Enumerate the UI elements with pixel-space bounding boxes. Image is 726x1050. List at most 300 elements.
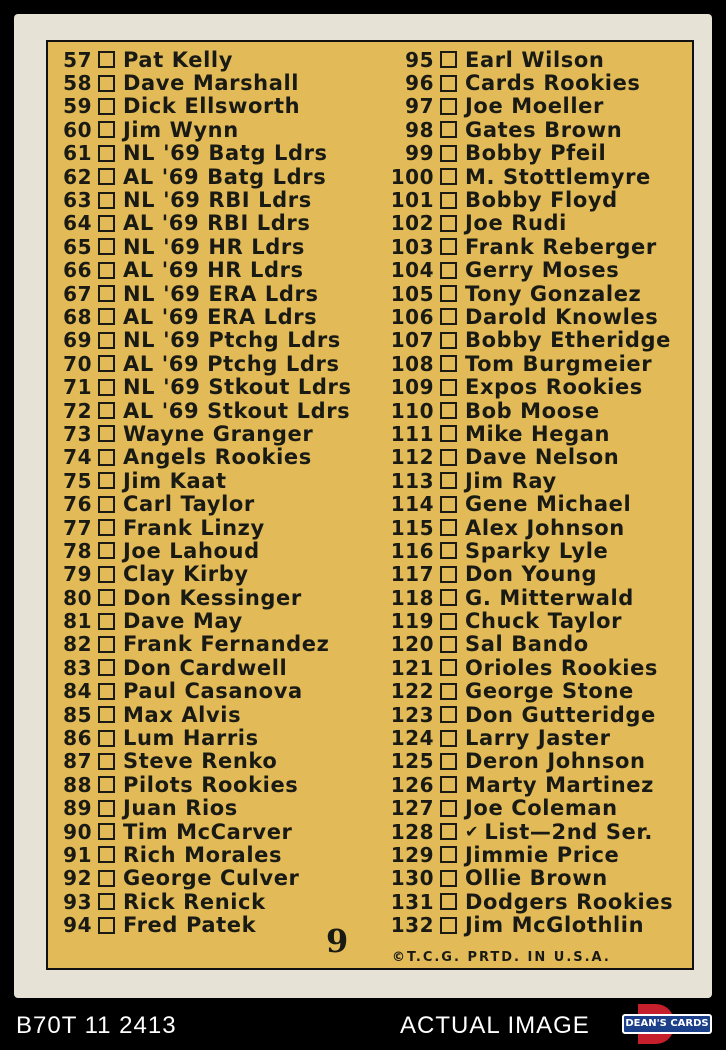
checklist-row — [58, 422, 374, 445]
checkbox — [440, 753, 457, 770]
checklist-row — [58, 48, 374, 71]
checklist-row — [58, 235, 374, 258]
card-number: 116 — [390, 538, 434, 563]
checkbox — [98, 870, 115, 887]
checkbox — [440, 285, 457, 302]
player-name: Larry Jaster — [465, 726, 611, 751]
player-name: Gene Michael — [465, 492, 632, 517]
checkbox — [98, 332, 115, 349]
player-name: Orioles Rookies — [465, 655, 659, 680]
checkbox — [440, 192, 457, 209]
checkbox — [98, 496, 115, 513]
checklist-row — [384, 282, 690, 305]
checklist-row — [384, 492, 690, 515]
checklist-row — [58, 539, 374, 562]
player-name: Alex Johnson — [465, 515, 625, 540]
player-name: NL '69 Stkout Ldrs — [123, 375, 352, 400]
checkbox — [440, 472, 457, 489]
player-name: NL '69 RBI Ldrs — [123, 188, 312, 213]
player-name: Don Cardwell — [123, 655, 288, 680]
checklist-row — [58, 750, 374, 773]
checklist-row — [384, 259, 690, 282]
card-number: 123 — [390, 702, 434, 727]
checklist-row — [58, 656, 374, 679]
checklist-row — [384, 118, 690, 141]
card-number: 120 — [390, 632, 434, 657]
checklist-row — [384, 48, 690, 71]
card-number: 125 — [390, 749, 434, 774]
player-name: NL '69 Ptchg Ldrs — [123, 328, 341, 353]
checkbox — [440, 636, 457, 653]
checkbox — [98, 168, 115, 185]
checkbox — [98, 192, 115, 209]
checklist-row — [58, 305, 374, 328]
checklist-row — [384, 375, 690, 398]
card-number: 99 — [405, 141, 434, 166]
checklist-row — [384, 71, 690, 94]
card-number: 114 — [390, 492, 434, 517]
checkbox — [440, 75, 457, 92]
card-number: 61 — [63, 141, 92, 166]
checklist-row — [384, 586, 690, 609]
checklist-row — [384, 913, 690, 936]
player-name: NL '69 HR Ldrs — [123, 234, 305, 259]
checkbox — [98, 706, 115, 723]
checklist-row — [384, 797, 690, 820]
checkbox — [98, 566, 115, 583]
card-number: 106 — [390, 305, 434, 329]
card-number: 94 — [63, 913, 92, 938]
player-name: Jim Ray — [465, 468, 557, 493]
checkbox — [440, 215, 457, 232]
checkbox — [440, 308, 457, 325]
card-number: 109 — [390, 375, 434, 400]
checkbox — [440, 262, 457, 279]
player-name: Earl Wilson — [465, 47, 605, 72]
player-name: Bobby Pfeil — [465, 141, 607, 166]
checkbox — [98, 51, 115, 68]
card-number: 57 — [63, 47, 92, 72]
card-number: 82 — [63, 632, 92, 657]
card-number: 89 — [63, 796, 92, 821]
card-number: 86 — [63, 726, 92, 751]
player-name: George Stone — [465, 679, 634, 704]
checkmark-icon: ✔ — [465, 822, 479, 842]
checkbox — [98, 613, 115, 630]
player-name: NL '69 ERA Ldrs — [123, 281, 319, 306]
player-name: AL '69 Batg Ldrs — [123, 164, 327, 189]
player-name: Paul Casanova — [123, 679, 303, 704]
checklist-row — [58, 118, 374, 141]
checklist-row — [58, 188, 374, 211]
card-number: 127 — [390, 796, 434, 821]
player-name: Tim McCarver — [123, 819, 293, 844]
checkbox — [98, 145, 115, 162]
checklist-row — [58, 609, 374, 632]
checklist-row — [58, 773, 374, 796]
checkbox — [440, 589, 457, 606]
player-name: NL '69 Batg Ldrs — [123, 141, 328, 166]
player-name: Sal Bando — [465, 632, 589, 657]
card-number: 84 — [63, 679, 92, 704]
checkbox — [440, 800, 457, 817]
checklist-column-left — [58, 48, 374, 937]
checklist-row — [58, 516, 374, 539]
checklist-row — [384, 142, 690, 165]
checklist-row — [384, 843, 690, 866]
checklist-row — [384, 609, 690, 632]
player-name: Chuck Taylor — [465, 609, 623, 634]
checklist-row — [58, 375, 374, 398]
card-number: 77 — [63, 515, 92, 540]
player-name: Fred Patek — [123, 913, 257, 938]
player-name: Carl Taylor — [123, 492, 255, 517]
checkbox — [98, 262, 115, 279]
checklist-row — [384, 329, 690, 352]
player-name: Angels Rookies — [123, 445, 312, 470]
checklist-row — [58, 212, 374, 235]
checkbox — [440, 730, 457, 747]
card-number: 91 — [63, 842, 92, 867]
player-name: Joe Coleman — [465, 796, 618, 821]
checkbox — [440, 496, 457, 513]
card-number: 108 — [390, 351, 434, 376]
card-number: 73 — [63, 421, 92, 446]
checkbox — [440, 706, 457, 723]
player-name: Dodgers Rookies — [465, 889, 674, 914]
checkbox — [440, 425, 457, 442]
checkbox — [98, 379, 115, 396]
player-name: Bobby Etheridge — [465, 328, 671, 353]
player-name: Darold Knowles — [465, 305, 659, 329]
player-name: AL '69 HR Ldrs — [123, 258, 304, 283]
player-name: Pilots Rookies — [123, 772, 299, 797]
card-number: 67 — [63, 281, 92, 306]
checklist-row — [384, 212, 690, 235]
card-number: 75 — [63, 468, 92, 493]
checklist-row — [58, 492, 374, 515]
player-name: Steve Renko — [123, 749, 278, 774]
checkbox — [98, 238, 115, 255]
player-name: Jim McGlothlin — [465, 913, 645, 938]
checklist-row — [58, 890, 374, 913]
player-name: M. Stottlemyre — [465, 164, 651, 189]
card-number: 118 — [390, 585, 434, 610]
checklist-row — [384, 726, 690, 749]
checklist-row — [58, 142, 374, 165]
player-name: Bobby Floyd — [465, 188, 618, 213]
checkbox — [440, 402, 457, 419]
checkbox — [440, 121, 457, 138]
checklist-row — [384, 165, 690, 188]
card-number: 126 — [390, 772, 434, 797]
checkbox — [98, 121, 115, 138]
card-number: 62 — [63, 164, 92, 189]
card-number: 103 — [390, 234, 434, 259]
card-number: 70 — [63, 351, 92, 376]
player-name: Clay Kirby — [123, 562, 249, 587]
card-number: 58 — [63, 71, 92, 96]
card-number: 122 — [390, 679, 434, 704]
card-number: 79 — [63, 562, 92, 587]
checkbox — [98, 730, 115, 747]
card-number: 60 — [63, 117, 92, 142]
card-number: 124 — [390, 726, 434, 751]
checkbox — [440, 613, 457, 630]
checkbox — [440, 917, 457, 934]
player-name: Tom Burgmeier — [465, 351, 653, 376]
card-number: 78 — [63, 538, 92, 563]
player-name: Don Gutteridge — [465, 702, 656, 727]
checklist-row — [58, 680, 374, 703]
player-name: Max Alvis — [123, 702, 242, 727]
checkbox — [98, 542, 115, 559]
checkbox — [98, 519, 115, 536]
checkbox — [98, 355, 115, 372]
player-name: AL '69 ERA Ldrs — [123, 305, 318, 329]
player-name: Juan Rios — [123, 796, 238, 821]
card-number: 59 — [63, 94, 92, 119]
checklist-column-right — [384, 48, 690, 937]
card-number: 96 — [405, 71, 434, 96]
checklist-row — [384, 820, 690, 843]
card-number: 69 — [63, 328, 92, 353]
player-name: G. Mitterwald — [465, 585, 634, 610]
checkbox — [440, 98, 457, 115]
card-number: 90 — [63, 819, 92, 844]
player-name: Mike Hegan — [465, 421, 611, 446]
card-number: 115 — [390, 515, 434, 540]
checklist-row — [58, 820, 374, 843]
checkbox — [98, 308, 115, 325]
card-number: 74 — [63, 445, 92, 470]
checklist-row — [384, 516, 690, 539]
checkbox — [98, 823, 115, 840]
checklist-row — [58, 563, 374, 586]
checklist-row — [58, 329, 374, 352]
player-name: Bob Moose — [465, 398, 600, 423]
player-name: Gates Brown — [465, 117, 623, 142]
player-name: Tony Gonzalez — [465, 281, 642, 306]
checkbox — [440, 355, 457, 372]
card-number: 63 — [63, 188, 92, 213]
card-number: 64 — [63, 211, 92, 236]
player-name: AL '69 RBI Ldrs — [123, 211, 311, 236]
checklist-row — [384, 656, 690, 679]
checkbox — [440, 145, 457, 162]
checklist-row — [58, 259, 374, 282]
player-name: AL '69 Stkout Ldrs — [123, 398, 351, 423]
card-number: 93 — [63, 889, 92, 914]
checklist-row — [384, 750, 690, 773]
player-name: Sparky Lyle — [465, 538, 609, 563]
checkbox — [440, 168, 457, 185]
card-number: 128 — [390, 819, 434, 844]
checklist-row — [58, 352, 374, 375]
actual-image-label: ACTUAL IMAGE — [400, 1012, 590, 1039]
checklist-row — [384, 399, 690, 422]
player-name: AL '69 Ptchg Ldrs — [123, 351, 340, 376]
checkbox — [98, 683, 115, 700]
checkbox — [440, 238, 457, 255]
checklist-row — [384, 890, 690, 913]
checkbox — [440, 332, 457, 349]
checkbox — [98, 472, 115, 489]
checklist-row — [58, 282, 374, 305]
checklist-row — [384, 422, 690, 445]
checkbox — [98, 893, 115, 910]
card-number: 107 — [390, 328, 434, 353]
card-number: 113 — [390, 468, 434, 493]
checkbox — [440, 659, 457, 676]
checklist-row — [384, 633, 690, 656]
checklist-row — [58, 469, 374, 492]
player-name: Joe Moeller — [465, 94, 604, 119]
player-name: Jimmie Price — [465, 842, 620, 867]
player-name: Pat Kelly — [123, 47, 233, 72]
card-number: 132 — [390, 913, 434, 938]
card-number: 66 — [63, 258, 92, 283]
card-page-number: 9 — [326, 922, 349, 960]
checkbox — [98, 75, 115, 92]
checklist-row — [384, 305, 690, 328]
player-name: Don Young — [465, 562, 598, 587]
checklist-row — [58, 399, 374, 422]
card-number: 83 — [63, 655, 92, 680]
checkbox — [98, 449, 115, 466]
checkbox — [440, 519, 457, 536]
checkbox — [98, 98, 115, 115]
checklist-row — [384, 188, 690, 211]
card-number: 76 — [63, 492, 92, 517]
copyright-line: ©T.C.G. PRTD. IN U.S.A. — [392, 950, 611, 965]
player-name: Deron Johnson — [465, 749, 646, 774]
card-number: 81 — [63, 609, 92, 634]
player-name: Dick Ellsworth — [123, 94, 301, 119]
card-number: 112 — [390, 445, 434, 470]
card-number: 117 — [390, 562, 434, 587]
card-number: 111 — [390, 421, 434, 446]
card-number: 98 — [405, 117, 434, 142]
card-number: 92 — [63, 866, 92, 891]
card-number: 88 — [63, 772, 92, 797]
card-number: 102 — [390, 211, 434, 236]
checkbox — [98, 917, 115, 934]
checkbox — [98, 846, 115, 863]
player-name: Wayne Granger — [123, 421, 314, 446]
checklist-row — [384, 95, 690, 118]
checklist-row — [58, 165, 374, 188]
checklist-row — [384, 235, 690, 258]
checkbox — [98, 589, 115, 606]
card-number: 68 — [63, 305, 92, 329]
checklist-row — [384, 352, 690, 375]
checklist-row — [58, 867, 374, 890]
player-name: Dave Marshall — [123, 71, 300, 96]
player-name: Marty Martinez — [465, 772, 654, 797]
player-name: Frank Fernandez — [123, 632, 330, 657]
checklist-row — [58, 726, 374, 749]
player-name: Rich Morales — [123, 842, 283, 867]
card-id-code: B70T 11 2413 — [16, 1012, 177, 1039]
checkbox — [440, 566, 457, 583]
checklist-row — [58, 797, 374, 820]
player-name: George Culver — [123, 866, 300, 891]
checklist-row — [384, 446, 690, 469]
checkbox — [440, 379, 457, 396]
checkbox — [440, 449, 457, 466]
player-name: Expos Rookies — [465, 375, 643, 400]
card-number: 95 — [405, 47, 434, 72]
card-number: 131 — [390, 889, 434, 914]
logo-plate: DEAN'S CARDS — [622, 1014, 712, 1034]
player-name: Frank Linzy — [123, 515, 265, 540]
player-name: Cards Rookies — [465, 71, 641, 96]
deans-cards-logo — [614, 1004, 714, 1044]
checklist-row — [58, 586, 374, 609]
checklist-row — [58, 633, 374, 656]
checklist-row — [384, 539, 690, 562]
checkbox — [98, 800, 115, 817]
checklist-row — [58, 71, 374, 94]
card-number: 97 — [405, 94, 434, 119]
player-name: Frank Reberger — [465, 234, 657, 259]
player-name: Lum Harris — [123, 726, 259, 751]
checklist-row — [384, 867, 690, 890]
checkbox — [440, 823, 457, 840]
checklist-row — [384, 773, 690, 796]
card-number: 85 — [63, 702, 92, 727]
checkbox — [440, 683, 457, 700]
player-name: Joe Rudi — [465, 211, 567, 236]
checkbox — [98, 753, 115, 770]
card-number: 110 — [390, 398, 434, 423]
player-name: Don Kessinger — [123, 585, 302, 610]
card-number: 121 — [390, 655, 434, 680]
player-name: List—2nd Ser. — [484, 819, 653, 844]
checklist-row — [384, 680, 690, 703]
checkbox — [98, 285, 115, 302]
player-name: Ollie Brown — [465, 866, 608, 891]
card-number: 129 — [390, 842, 434, 867]
checkbox — [98, 776, 115, 793]
card-number: 105 — [390, 281, 434, 306]
checkbox — [440, 542, 457, 559]
checklist-row — [58, 95, 374, 118]
player-name: Jim Wynn — [123, 117, 239, 142]
checkbox — [98, 215, 115, 232]
player-name: Dave May — [123, 609, 243, 634]
checklist-row — [384, 469, 690, 492]
card-number: 71 — [63, 375, 92, 400]
checkbox — [440, 776, 457, 793]
checklist-row — [58, 446, 374, 469]
card-number: 80 — [63, 585, 92, 610]
checkbox — [98, 636, 115, 653]
card-number: 119 — [390, 609, 434, 634]
card-number: 101 — [390, 188, 434, 213]
checklist-row — [384, 703, 690, 726]
player-name: Dave Nelson — [465, 445, 620, 470]
checkbox — [440, 51, 457, 68]
checkbox — [98, 659, 115, 676]
checklist-row — [384, 563, 690, 586]
checkbox — [440, 893, 457, 910]
card-number: 65 — [63, 234, 92, 259]
checkbox — [98, 425, 115, 442]
card-number: 100 — [390, 164, 434, 189]
player-name: Rick Renick — [123, 889, 266, 914]
